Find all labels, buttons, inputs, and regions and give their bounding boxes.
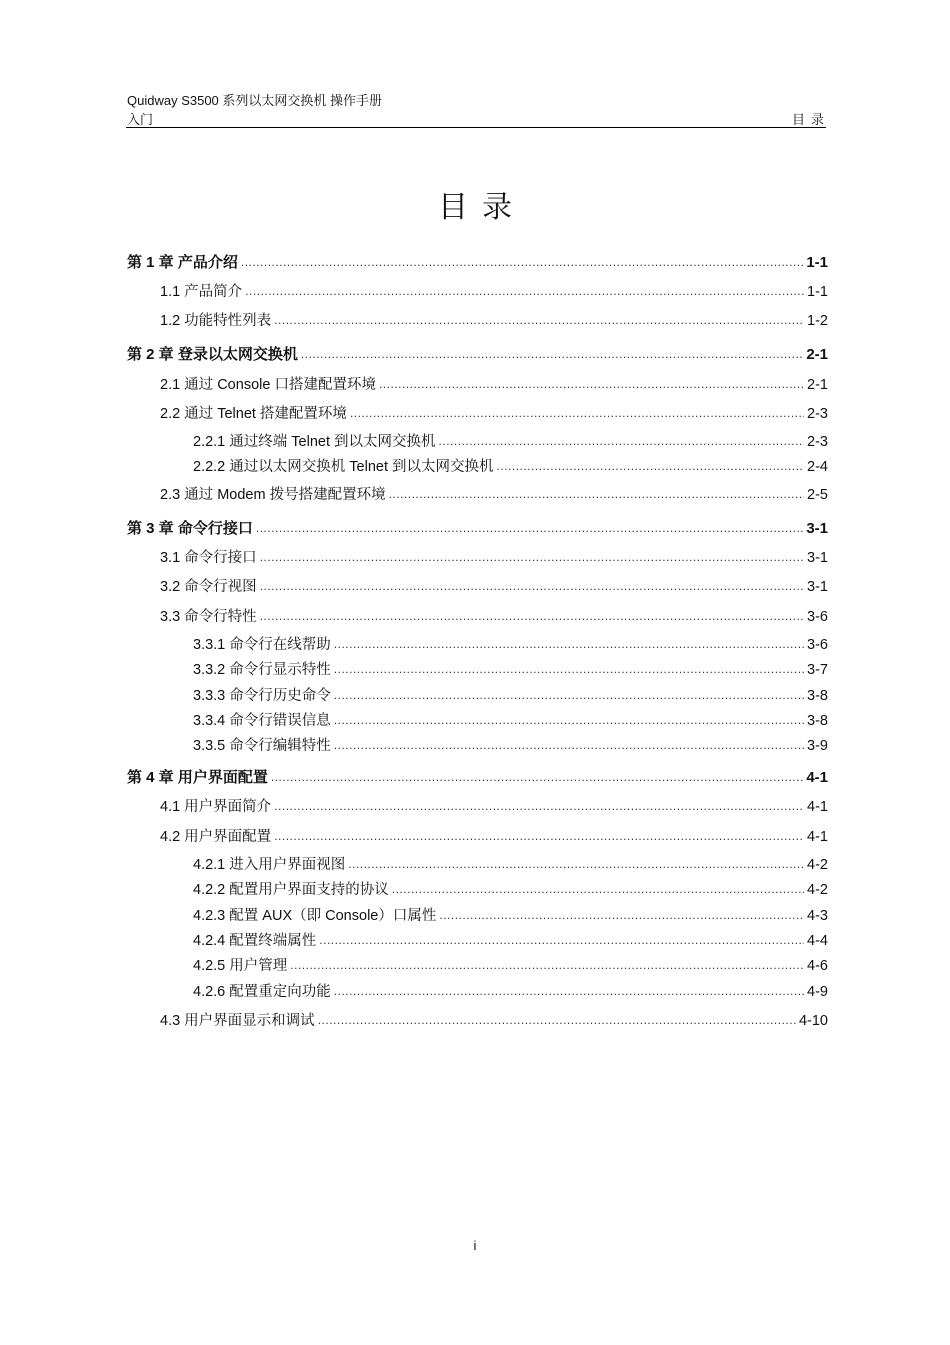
toc-entry-label: 第 4 章 用户界面配置 [127, 769, 268, 786]
toc-entry-page: 3-9 [807, 738, 828, 754]
toc-entry-page: 2-5 [807, 487, 828, 503]
toc-entry-page: 3-7 [807, 662, 828, 678]
toc-entry-ch3[interactable] [127, 520, 828, 538]
toc-entry-page: 4-2 [807, 882, 828, 898]
document-title: 目录 [438, 191, 526, 224]
toc-entry-label: 3.3 命令行特性 [160, 609, 257, 625]
toc-entry-label: 2.2.2 通过以太网交换机 Telnet 到以太网交换机 [193, 459, 494, 475]
page-number: i [473, 1238, 477, 1253]
toc-entry-4-2-2[interactable] [193, 881, 828, 899]
header-title: Quidway S3500 系列以太网交换机 操作手册 [127, 93, 383, 108]
toc-entry-3-3-2[interactable] [193, 661, 828, 679]
toc-leader-dots [274, 827, 804, 845]
toc-leader-dots [350, 404, 804, 422]
toc-entry-2-2-1[interactable] [193, 433, 828, 451]
toc-leader-dots [348, 855, 804, 873]
toc-leader-dots [260, 577, 804, 595]
toc-entry-2-1[interactable] [160, 376, 828, 394]
toc-leader-dots [271, 768, 803, 786]
toc-entry-label: 第 3 章 命令行接口 [127, 520, 253, 537]
toc-entry-4-2-1[interactable] [193, 856, 828, 874]
toc-entry-3-3-3[interactable] [193, 687, 828, 705]
toc-leader-dots [260, 607, 804, 625]
toc-entry-4-2-4[interactable] [193, 932, 828, 950]
toc-entry-label: 4.2.3 配置 AUX（即 Console）口属性 [193, 908, 437, 924]
header-rule [126, 127, 826, 128]
toc-entry-4-2-6[interactable] [193, 983, 828, 1001]
toc-entry-page: 4-1 [806, 769, 828, 786]
toc-entry-3-3-4[interactable] [193, 712, 828, 730]
toc-entry-label: 2.1 通过 Console 口搭建配置环境 [160, 377, 376, 393]
toc-leader-dots [318, 1011, 796, 1029]
toc-entry-4-1[interactable] [160, 798, 828, 816]
toc-entry-label: 4.2 用户界面配置 [160, 829, 272, 845]
toc-leader-dots [392, 880, 804, 898]
toc-leader-dots [274, 311, 804, 329]
toc-entry-page: 1-1 [807, 284, 828, 300]
toc-leader-dots [334, 982, 804, 1000]
toc-entry-3-3[interactable] [160, 608, 828, 626]
toc-leader-dots [439, 432, 805, 450]
toc-leader-dots [301, 345, 803, 363]
toc-leader-dots [334, 660, 804, 678]
toc-leader-dots [334, 736, 804, 754]
toc-entry-label: 4.2.2 配置用户界面支持的协议 [193, 882, 389, 898]
toc-entry-page: 2-3 [807, 406, 828, 422]
toc-entry-page: 4-9 [807, 984, 828, 1000]
toc-entry-ch4[interactable] [127, 769, 828, 787]
toc-entry-label: 2.2.1 通过终端 Telnet 到以太网交换机 [193, 434, 436, 450]
toc-entry-page: 2-3 [807, 434, 828, 450]
toc-entry-page: 4-2 [807, 857, 828, 873]
toc-leader-dots [379, 375, 804, 393]
toc-entry-4-2-3[interactable] [193, 907, 828, 925]
toc-entry-3-3-1[interactable] [193, 636, 828, 654]
toc-entry-page: 4-6 [807, 958, 828, 974]
toc-entry-ch2[interactable] [127, 346, 828, 364]
header-section-label: 目录 [791, 112, 830, 127]
toc-entry-label: 3.3.2 命令行显示特性 [193, 662, 331, 678]
toc-entry-label: 4.2.4 配置终端属性 [193, 933, 317, 949]
toc-entry-4-2-5[interactable] [193, 957, 828, 975]
toc-entry-4-2[interactable] [160, 828, 828, 846]
toc-entry-page: 3-8 [807, 688, 828, 704]
toc-leader-dots [334, 686, 804, 704]
toc-leader-dots [497, 457, 805, 475]
toc-entry-3-1[interactable] [160, 549, 828, 567]
toc-entry-label: 2.3 通过 Modem 拨号搭建配置环境 [160, 487, 386, 503]
toc-entry-page: 1-2 [807, 313, 828, 329]
toc-leader-dots [439, 906, 804, 924]
toc-entry-1-2[interactable] [160, 312, 828, 330]
toc-entry-label: 4.2.6 配置重定向功能 [193, 984, 331, 1000]
toc-entry-label: 4.2.1 进入用户界面视图 [193, 857, 346, 873]
toc-entry-page: 2-1 [806, 346, 828, 363]
toc-entry-label: 4.3 用户界面显示和调试 [160, 1013, 315, 1029]
toc-entry-2-2[interactable] [160, 405, 828, 423]
toc-leader-dots [274, 797, 804, 815]
toc-entry-4-3[interactable] [160, 1012, 828, 1030]
toc-entry-page: 1-1 [806, 254, 828, 271]
toc-entry-page: 2-1 [807, 377, 828, 393]
toc-entry-page: 4-3 [807, 908, 828, 924]
toc-leader-dots [334, 711, 804, 729]
toc-entry-2-3[interactable] [160, 486, 828, 504]
toc-entry-3-3-5[interactable] [193, 737, 828, 755]
toc-leader-dots [260, 548, 804, 566]
toc-entry-label: 3.3.5 命令行编辑特性 [193, 738, 331, 754]
toc-entry-label: 4.1 用户界面简介 [160, 799, 272, 815]
toc-entry-page: 4-1 [807, 829, 828, 845]
toc-entry-page: 3-1 [807, 579, 828, 595]
toc-entry-2-2-2[interactable] [193, 458, 828, 476]
toc-entry-page: 4-4 [807, 933, 828, 949]
toc-entry-label: 4.2.5 用户管理 [193, 958, 288, 974]
toc-entry-page: 3-1 [807, 550, 828, 566]
header-subtitle: 入门 [127, 112, 154, 127]
toc-entry-page: 3-1 [806, 520, 828, 537]
toc-leader-dots [245, 282, 804, 300]
toc-entry-label: 3.1 命令行接口 [160, 550, 257, 566]
toc-entry-label: 第 2 章 登录以太网交换机 [127, 346, 298, 363]
toc-entry-ch1[interactable] [127, 254, 828, 272]
toc-leader-dots [256, 519, 803, 537]
toc-entry-label: 3.3.4 命令行错误信息 [193, 713, 331, 729]
toc-entry-label: 2.2 通过 Telnet 搭建配置环境 [160, 406, 347, 422]
toc-entry-page: 4-1 [807, 799, 828, 815]
toc-entry-label: 第 1 章 产品介绍 [127, 254, 238, 271]
toc-entry-label: 3.2 命令行视图 [160, 579, 257, 595]
toc-entry-label: 3.3.3 命令行历史命令 [193, 688, 331, 704]
toc-leader-dots [290, 956, 804, 974]
toc-entry-1-1[interactable] [160, 283, 828, 301]
toc-entry-label: 1.2 功能特性列表 [160, 313, 272, 329]
toc-entry-page: 3-8 [807, 713, 828, 729]
toc-leader-dots [334, 635, 804, 653]
toc-entry-3-2[interactable] [160, 578, 828, 596]
toc-entry-page: 3-6 [807, 609, 828, 625]
toc-entry-page: 2-4 [807, 459, 828, 475]
toc-leader-dots [319, 931, 804, 949]
toc-entry-label: 3.3.1 命令行在线帮助 [193, 637, 331, 653]
toc-entry-label: 1.1 产品简介 [160, 284, 243, 300]
toc-leader-dots [241, 253, 803, 271]
toc-entry-page: 4-10 [798, 1013, 828, 1029]
toc-leader-dots [389, 485, 804, 503]
toc-entry-page: 3-6 [807, 637, 828, 653]
